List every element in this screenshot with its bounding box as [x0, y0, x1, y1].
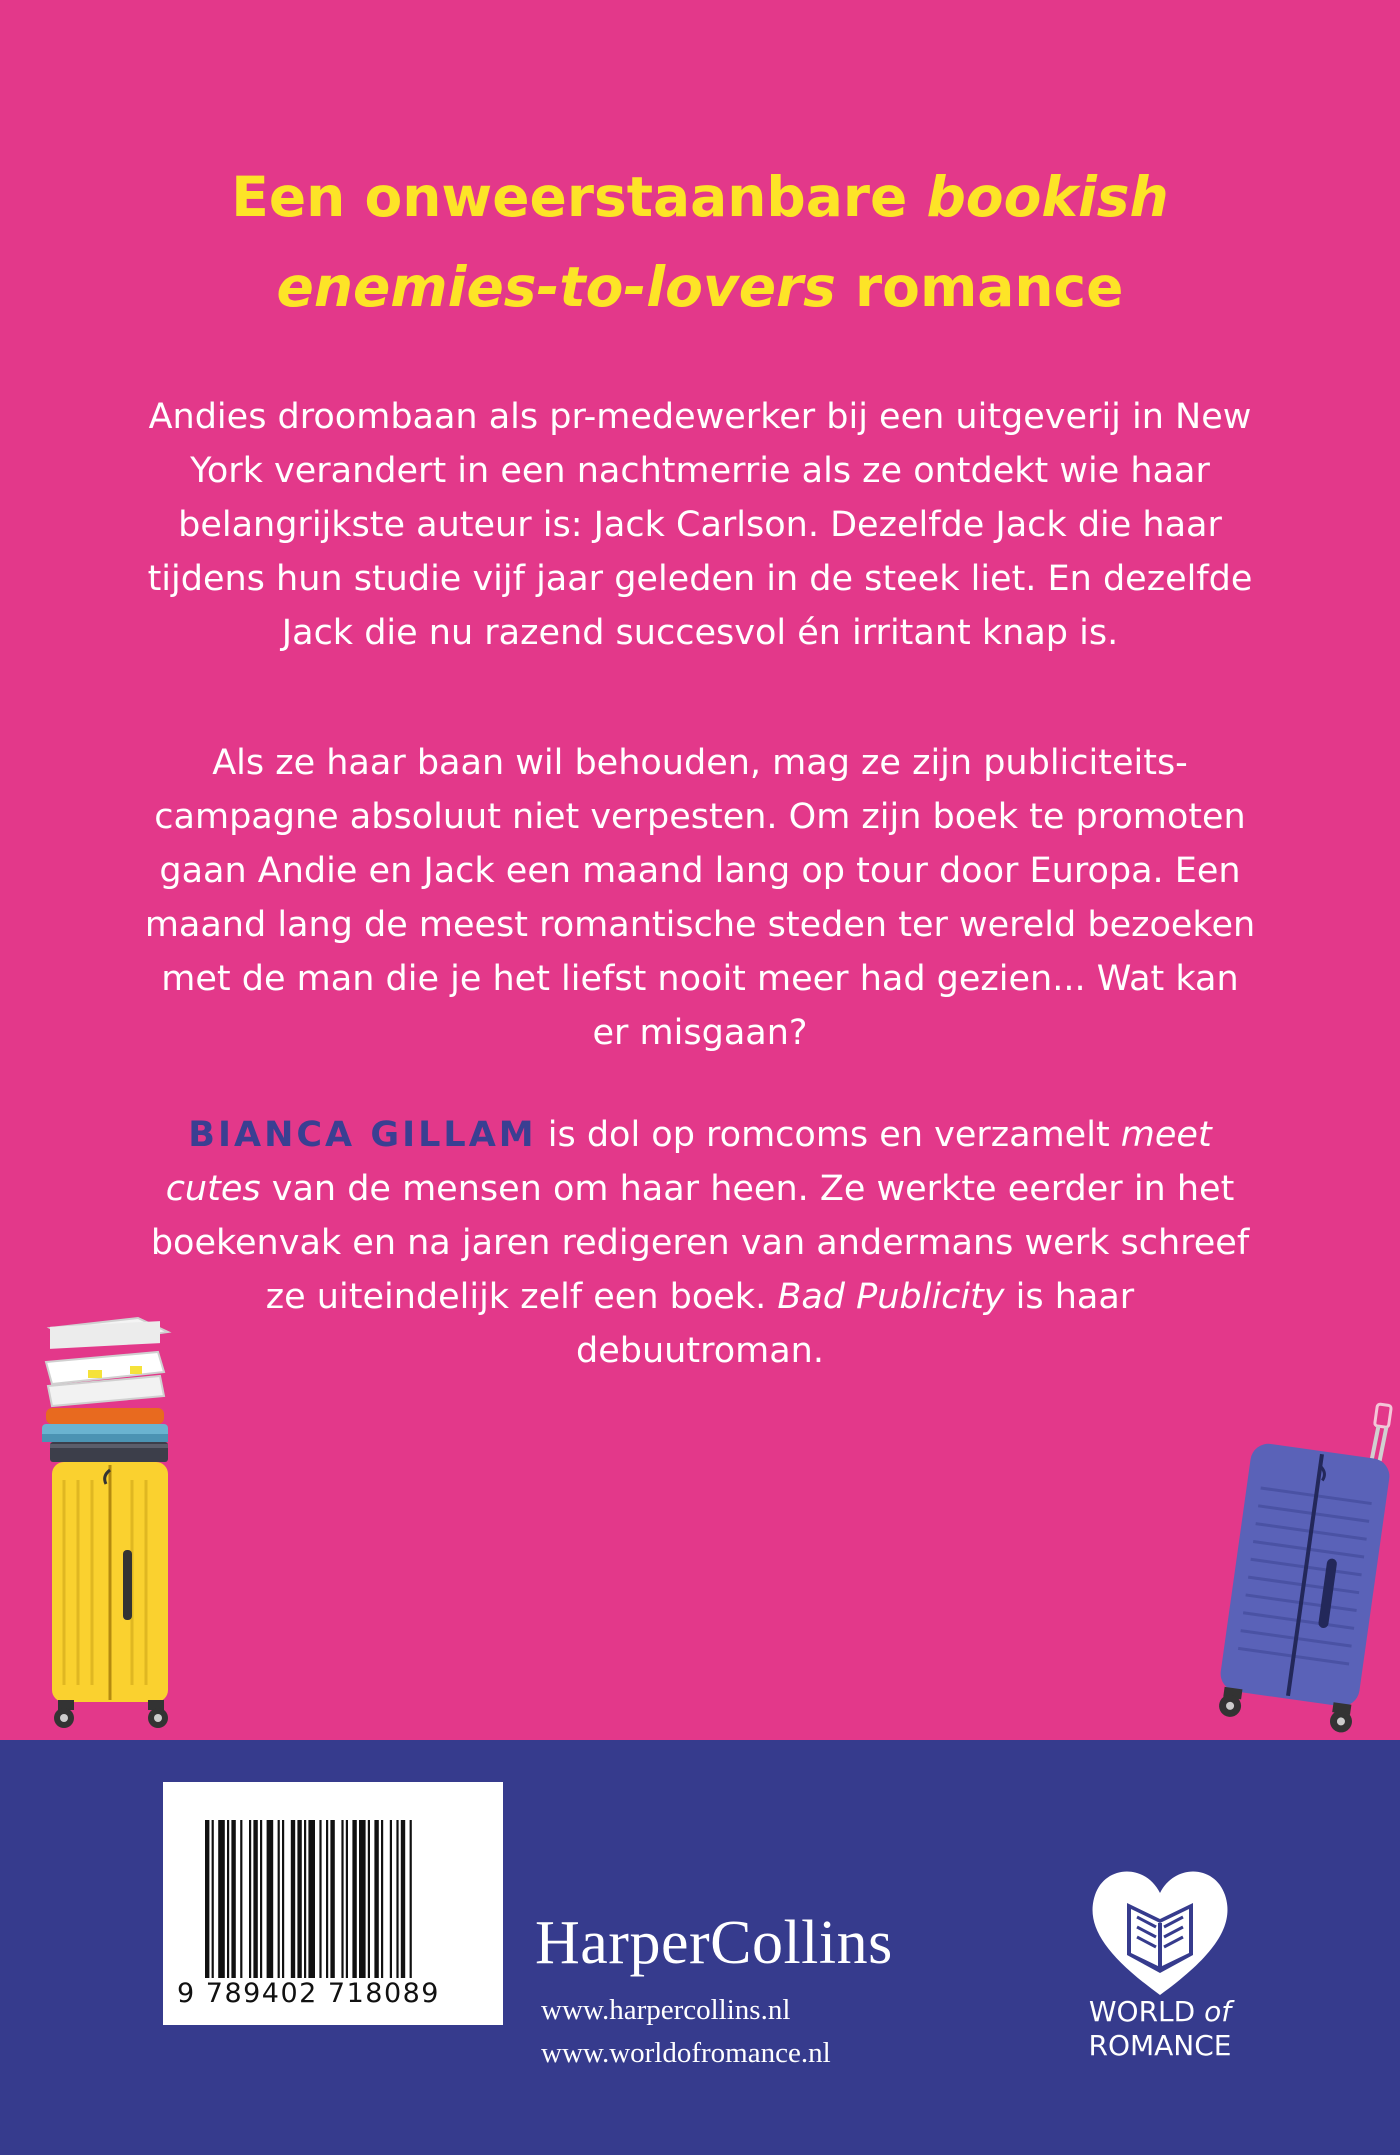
author-bio-text-c: is haar debuutroman.: [576, 1277, 1135, 1371]
yellow-suitcase-with-books-illustration: [28, 1310, 178, 1740]
imprint-word-romance: ROMANCE: [1088, 2029, 1232, 2062]
barcode-bar: [352, 1820, 356, 1978]
author-bio-text-a: is dol op romcoms en verzamelt: [536, 1115, 1121, 1155]
barcode-bar: [240, 1820, 242, 1978]
barcode-bar: [410, 1820, 412, 1978]
barcode-bar: [253, 1820, 257, 1978]
author-name: BIANCA GILLAM: [188, 1115, 537, 1155]
barcode-bar: [326, 1820, 328, 1978]
imprint-logo-text: [1060, 1995, 1260, 2063]
blue-suitcase-illustration: [1205, 1395, 1395, 1740]
barcode-bar: [218, 1820, 225, 1978]
barcode-bar: [260, 1820, 262, 1978]
publisher-url: www.harpercollins.nl: [541, 1994, 791, 2026]
barcode-bar: [346, 1820, 348, 1978]
heart-book-icon: [1085, 1855, 1235, 2005]
tagline-italic-1: bookish: [926, 165, 1169, 229]
tagline-plain-1: Een onweerstaanbare: [231, 165, 927, 229]
barcode-bar: [267, 1820, 274, 1978]
barcode-bar: [278, 1820, 280, 1978]
blurb-paragraph-1: Andies droombaan als pr-medewerker bij een uitgeverij in New York verandert in een nachtmerrie als ze ontdekt wie haar belangrijkste auteur is: Jack Carlson. Dezelfde Jack die haar tijdens hun studie vijf jaar geleden in de steek liet. En dezelfde Jack die nu razend succesvol én irritant knap is.: [147, 397, 1253, 653]
barcode-bar: [249, 1820, 251, 1978]
book-title-mention: Bad Publicity: [777, 1277, 1005, 1317]
barcode-bar: [341, 1820, 343, 1978]
barcode-bar: [308, 1820, 315, 1978]
tagline-line1: [231, 165, 1168, 229]
barcode-bar: [381, 1820, 383, 1978]
barcode-bar: [205, 1820, 209, 1978]
barcode-bar: [227, 1820, 229, 1978]
tagline-plain-2: romance: [835, 255, 1124, 319]
tagline-line2: [277, 255, 1124, 319]
barcode-bar: [330, 1820, 334, 1978]
author-bio-italic-a: meet cutes: [165, 1115, 1212, 1209]
barcode-bar: [282, 1820, 284, 1978]
barcode-bar: [319, 1820, 321, 1978]
isbn-number: 9 789402 718089: [177, 1978, 440, 2009]
barcode-bar: [390, 1820, 392, 1978]
barcode-bar: [374, 1820, 378, 1978]
barcode-bar: [291, 1820, 295, 1978]
barcode-bar: [359, 1820, 366, 1978]
tagline-italic-2: enemies-to-lovers: [276, 255, 836, 319]
tagline-headline: [0, 152, 1400, 332]
barcode-bar: [304, 1820, 306, 1978]
author-bio: [140, 1108, 1260, 1378]
barcode-bar: [396, 1820, 398, 1978]
barcode-bar: [297, 1820, 301, 1978]
barcode-bar: [401, 1820, 405, 1978]
imprint-word-of: of: [1204, 1995, 1232, 2028]
barcode-bars: [205, 1820, 465, 1978]
barcode-bar: [368, 1820, 370, 1978]
isbn-barcode: [163, 1782, 503, 2025]
barcode-bar: [231, 1820, 235, 1978]
imprint-word-world: WORLD: [1088, 1995, 1196, 2028]
blurb-paragraph-2: Als ze haar baan wil behouden, mag ze zijn publiciteits-campagne absoluut niet verpesten. Om zijn boek te promoten gaan Andie en Jack een maand lang op tour door Europa. Een maand lang de meest romantische steden ter wereld bezoeken met de man die je het liefst nooit meer had gezien... Wat kan er misgaan?: [144, 743, 1256, 1053]
imprint-url: www.worldofromance.nl: [541, 2037, 831, 2069]
publisher-logo-text: HarperCollins: [535, 1909, 893, 1977]
author-bio-text-b: van de mensen om haar heen. Ze werkte eerder in het boekenvak en na jaren redigeren van andermans werk schreef ze uiteindelijk zelf een boek.: [150, 1169, 1250, 1317]
barcode-bar: [212, 1820, 214, 1978]
